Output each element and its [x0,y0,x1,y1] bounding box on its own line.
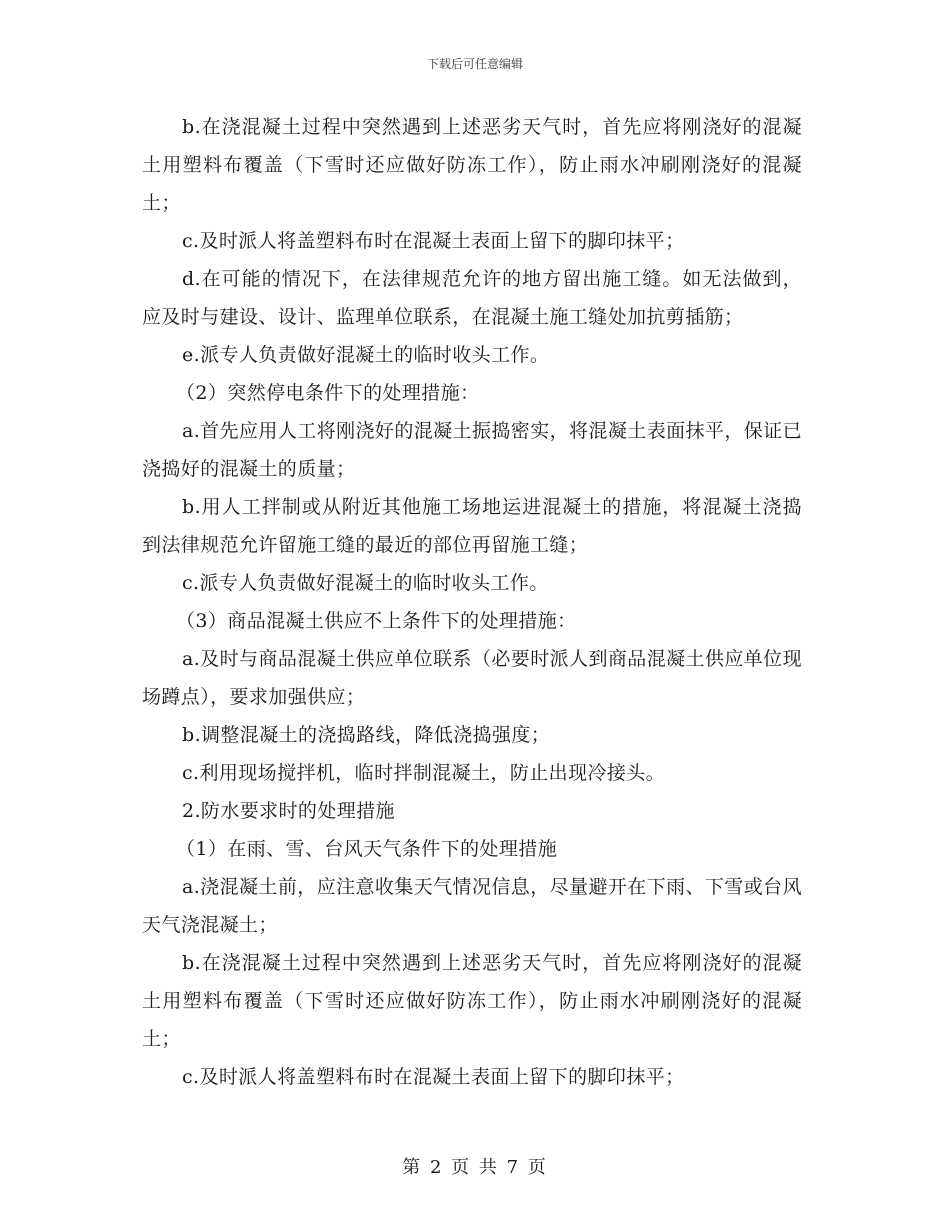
paragraph: a.及时与商品混凝土供应单位联系（必要时派人到商品混凝土供应单位现场蹲点），要求加强供应； [142,648,802,708]
paragraph: c.派专人负责做好混凝土的临时收头工作。 [182,572,549,594]
paragraph: e.派专人负责做好混凝土的临时收头工作。 [182,344,550,366]
section-heading: （3）商品混凝土供应不上条件下的处理措施： [176,610,577,632]
page-number-footer: 第 2 页 共 7 页 [402,1157,548,1178]
paragraph: b.在浇混凝土过程中突然遇到上述恶劣天气时，首先应将刚浇好的混凝土用塑料布覆盖（下雪时还应做好防冻工作），防止雨水冲刷刚浇好的混凝土； [142,116,802,214]
paragraph: b.在浇混凝土过程中突然遇到上述恶劣天气时，首先应将刚浇好的混凝土用塑料布覆盖（下雪时还应做好防冻工作），防止雨水冲刷刚浇好的混凝土； [142,952,802,1050]
paragraph: c.及时派人将盖塑料布时在混凝土表面上留下的脚印抹平； [182,1066,685,1088]
document-body [142,108,802,1096]
paragraph: c.利用现场搅拌机，临时拌制混凝土，防止出现冷接头。 [182,762,666,784]
section-heading: 2.防水要求时的处理措施 [182,800,395,822]
paragraph: b.调整混凝土的浇捣路线，降低浇捣强度； [182,724,551,746]
paragraph: d.在可能的情况下，在法律规范允许的地方留出施工缝。如无法做到，应及时与建设、设计、监理单位联系，在混凝土施工缝处加抗剪插筋； [142,268,802,328]
section-heading: （2）突然停电条件下的处理措施： [176,382,480,404]
page-header-note: 下载后可任意编辑 [426,57,523,71]
paragraph: c.及时派人将盖塑料布时在混凝土表面上留下的脚印抹平； [182,230,685,252]
paragraph: a.浇混凝土前，应注意收集天气情况信息，尽量避开在下雨、下雪或台风天气浇混凝土； [142,876,802,936]
paragraph: b.用人工拌制或从附近其他施工场地运进混凝土的措施，将混凝土浇捣到法律规范允许留施工缝的最近的部位再留施工缝； [142,496,802,556]
section-heading: （1）在雨、雪、台风天气条件下的处理措施 [176,838,558,860]
paragraph: a.首先应用人工将刚浇好的混凝土振捣密实，将混凝土表面抹平，保证已浇捣好的混凝土的质量； [142,420,802,480]
